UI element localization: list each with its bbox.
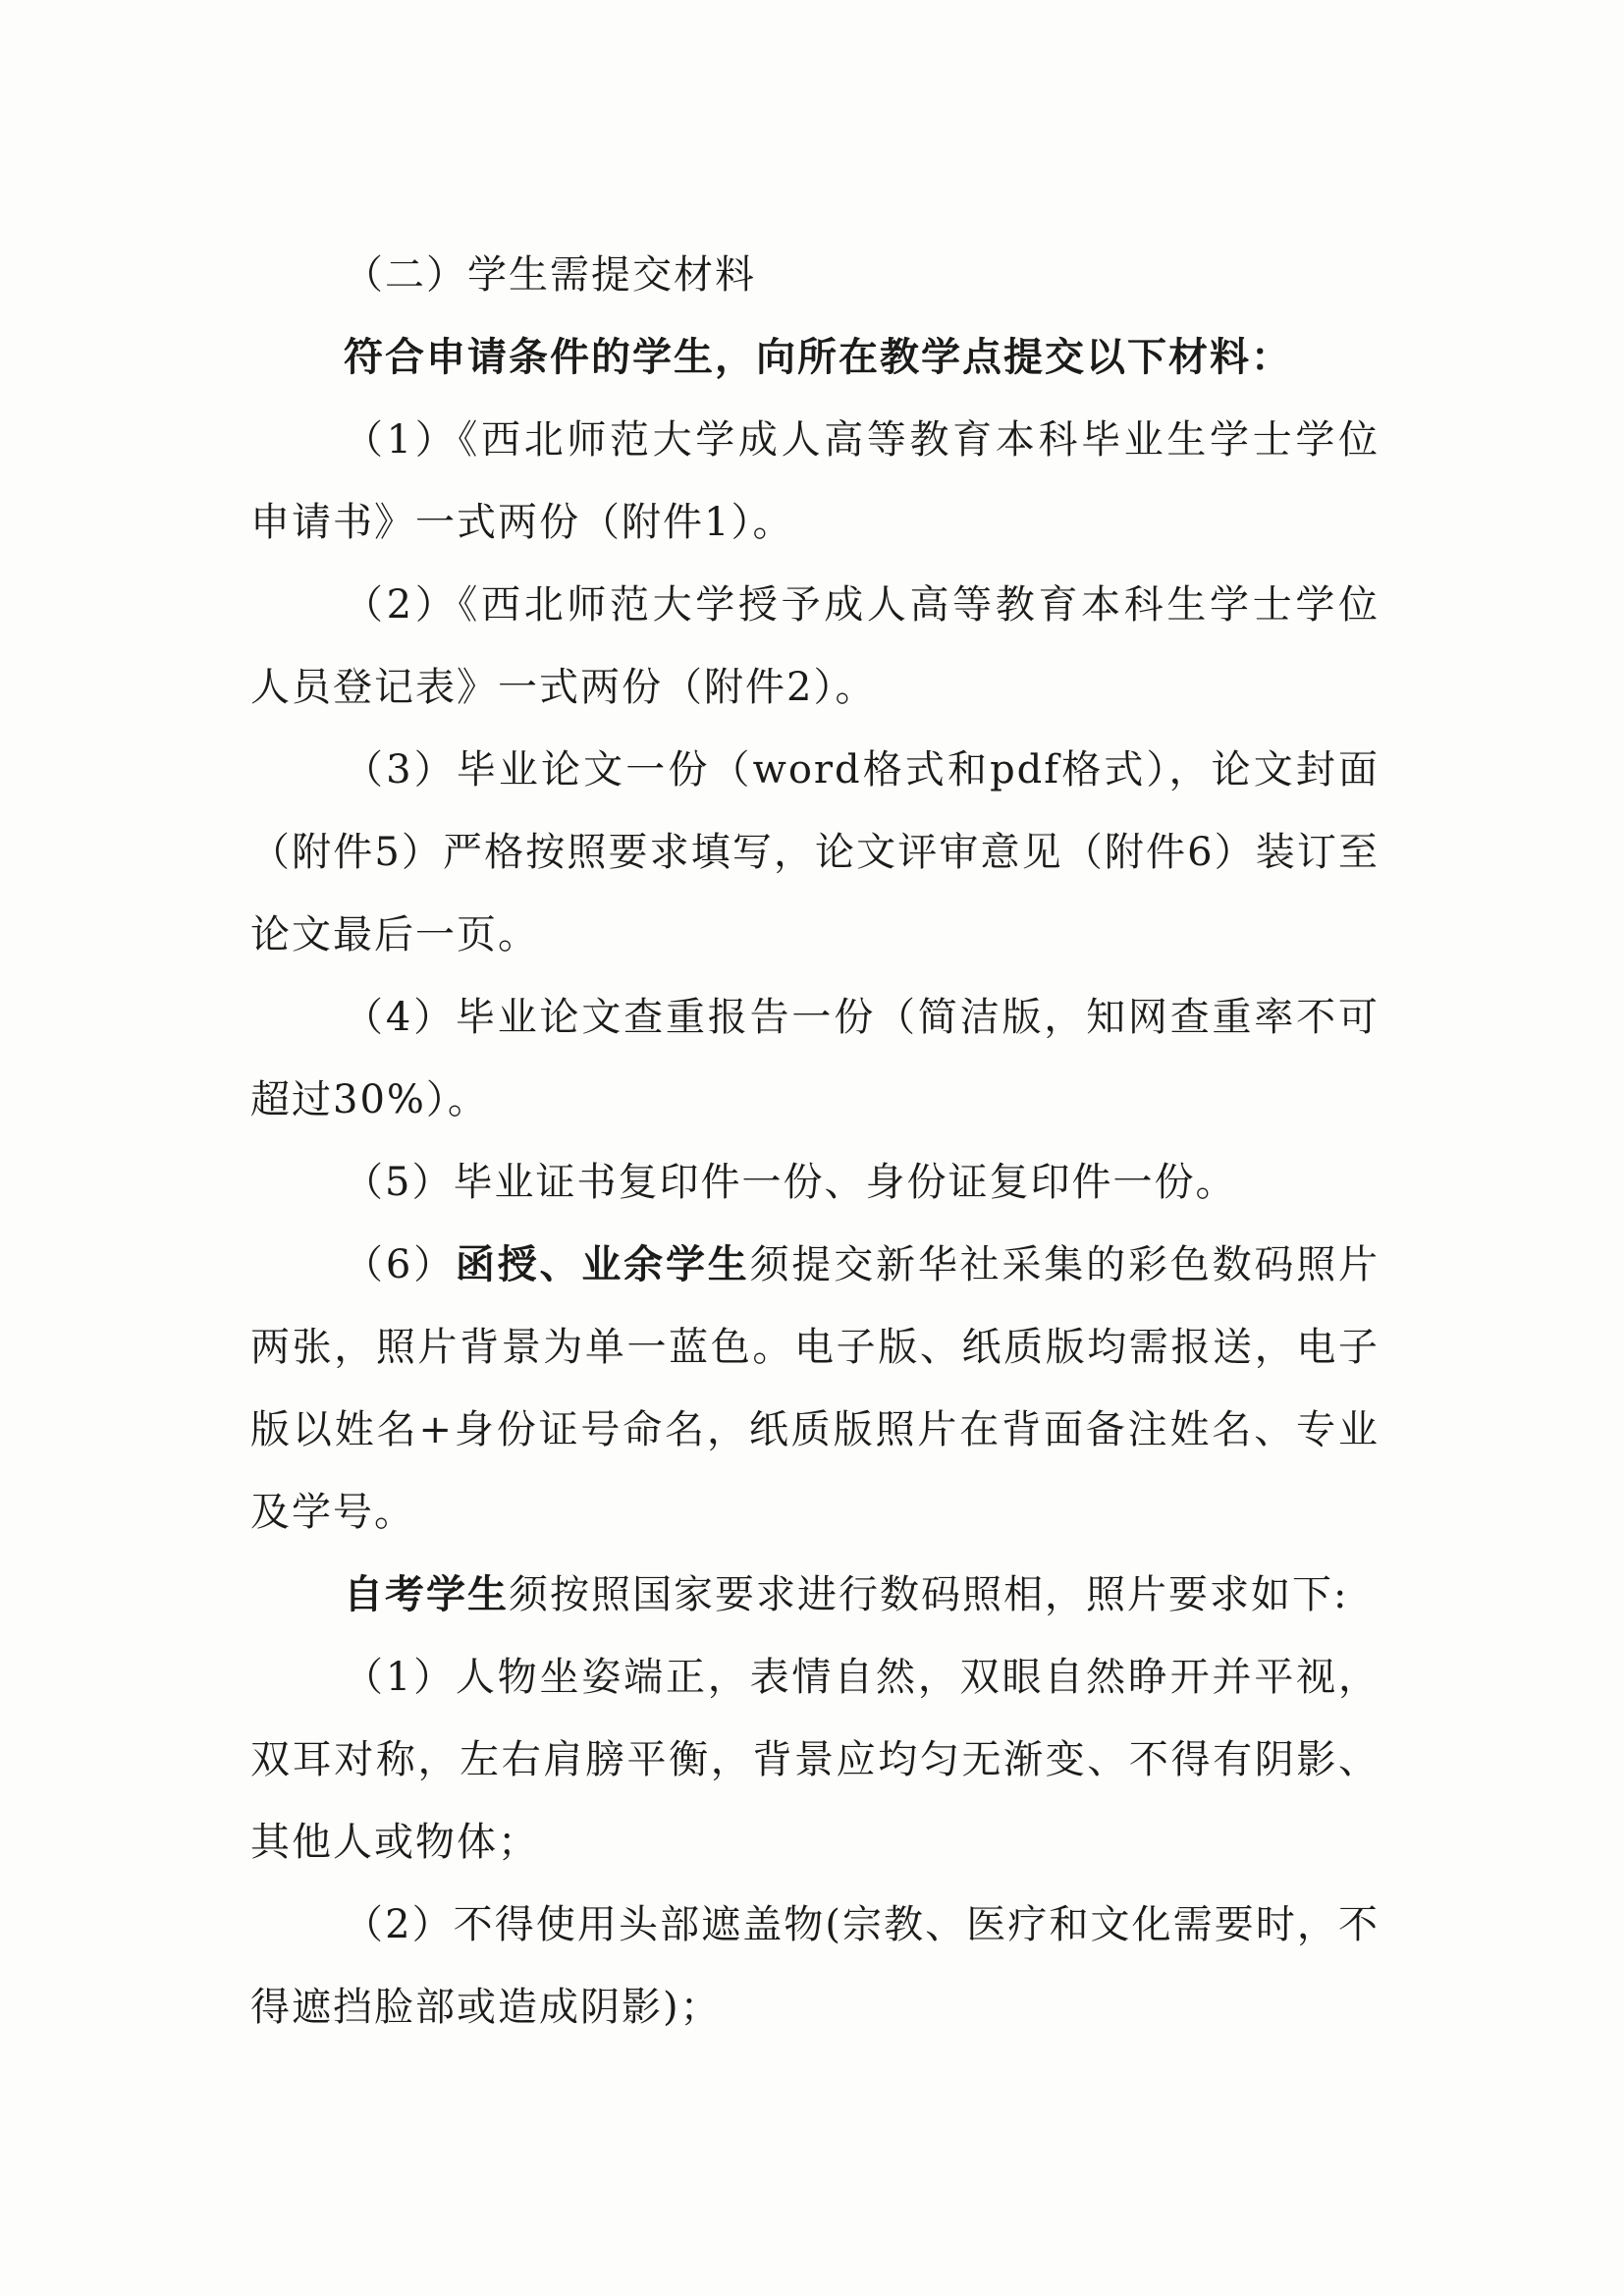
photo-requirement-1: （1）人物坐姿端正，表情自然，双眼自然睁开并平视，双耳对称，左右肩膀平衡，背景应均匀无渐变、不得有阴影、其他人或物体；: [250, 1655, 1380, 1865]
self-study-text: 须按照国家要求进行数码照相，照片要求如下:: [509, 1572, 1349, 1617]
item-4-paragraph: （4）毕业论文查重报告一份（简洁版，知网查重率不可超过30%）。: [250, 995, 1380, 1122]
section-heading: （二）学生需提交材料: [344, 252, 756, 298]
item-6-bold-label: 函授、业余学生: [455, 1241, 750, 1287]
document-body: [250, 234, 1380, 2049]
self-study-bold-label: 自考学生: [344, 1571, 509, 1617]
intro-paragraph: 符合申请条件的学生，向所在教学点提交以下材料：: [344, 334, 1292, 380]
item-6-text: 须提交新华社采集的彩色数码照片两张，照片背景为单一蓝色。电子版、纸质版均需报送，电子版以姓名+身份证号命名，纸质版照片在背面备注姓名、专业及学号。: [250, 1242, 1380, 1535]
item-6-prefix: （6）: [344, 1242, 456, 1287]
item-3-paragraph: （3）毕业论文一份（word格式和pdf格式），论文封面（附件5）严格按照要求填写，论文评审意见（附件6）装订至论文最后一页。: [250, 747, 1380, 957]
item-1-paragraph: （1）《西北师范大学成人高等教育本科毕业生学士学位申请书》一式两份（附件1）。: [250, 417, 1380, 545]
item-6-paragraph: [250, 1224, 1380, 1554]
photo-requirement-2: （2）不得使用头部遮盖物(宗教、医疗和文化需要时，不得遮挡脸部或造成阴影)；: [250, 1902, 1380, 2030]
item-2-paragraph: （2）《西北师范大学授予成人高等教育本科生学士学位人员登记表》一式两份（附件2）。: [250, 582, 1380, 710]
self-study-paragraph: [250, 1554, 1380, 1636]
item-5-paragraph: （5）毕业证书复印件一份、身份证复印件一份。: [344, 1160, 1237, 1205]
